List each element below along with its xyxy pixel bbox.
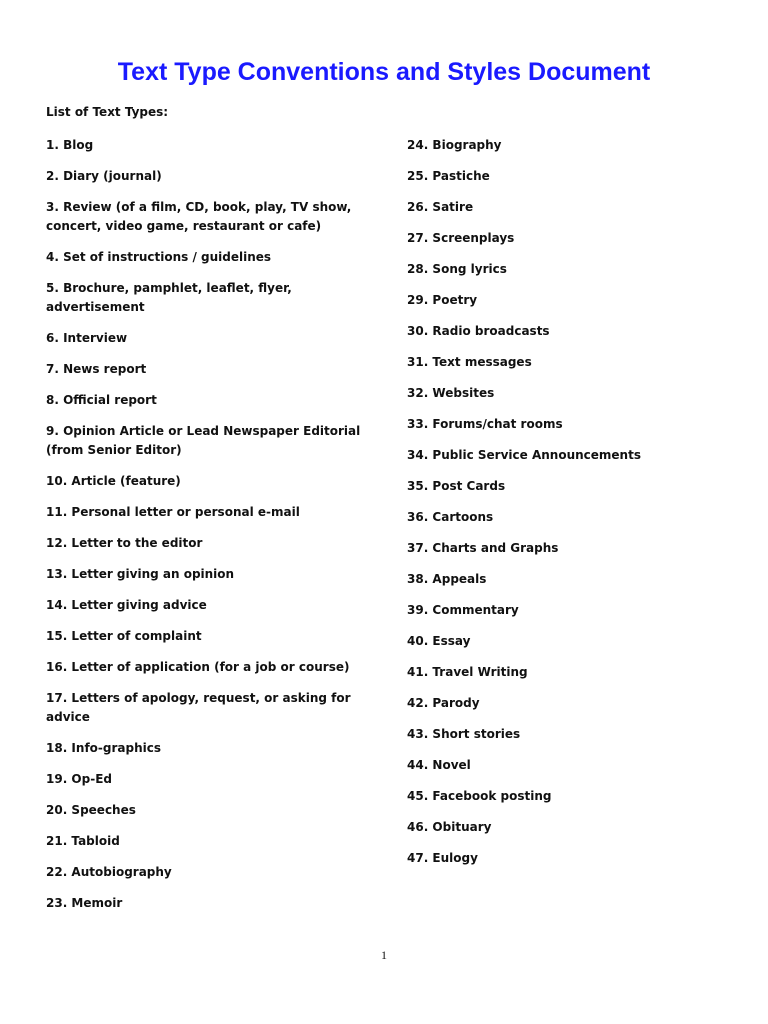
list-item: 24. Biography — [407, 138, 502, 152]
list-item: 18. Info-graphics — [46, 741, 161, 755]
page-number: 1 — [381, 948, 387, 962]
list-item: 2. Diary (journal) — [46, 169, 162, 183]
text-type-list-left — [46, 136, 366, 925]
list-item: 33. Forums/chat rooms — [407, 417, 563, 431]
list-item: 29. Poetry — [407, 293, 478, 307]
list-item: 26. Satire — [407, 200, 474, 214]
list-item: 38. Appeals — [407, 572, 487, 586]
list-item: 14. Letter giving advice — [46, 598, 207, 612]
list-item: 47. Eulogy — [407, 851, 478, 865]
list-item: 1. Blog — [46, 138, 94, 152]
list-item: 31. Text messages — [407, 355, 532, 369]
list-item: 42. Parody — [407, 696, 480, 710]
list-item: 45. Facebook posting — [407, 789, 552, 803]
list-item: 34. Public Service Announcements — [407, 448, 641, 462]
list-item: 43. Short stories — [407, 727, 521, 741]
list-item: 22. Autobiography — [46, 865, 172, 879]
list-item: 15. Letter of complaint — [46, 629, 202, 643]
list-item: 19. Op-Ed — [46, 772, 112, 786]
list-item: 7. News report — [46, 362, 147, 376]
list-item: 27. Screenplays — [407, 231, 515, 245]
list-item: 12. Letter to the editor — [46, 536, 203, 550]
list-item: 11. Personal letter or personal e-mail — [46, 505, 300, 519]
list-item: 9. Opinion Article or Lead Newspaper Editorial (from Senior Editor) — [46, 424, 361, 457]
list-item: 4. Set of instructions / guidelines — [46, 250, 272, 264]
list-item: 3. Review (of a film, CD, book, play, TV show, concert, video game, restaurant or cafe) — [46, 200, 352, 233]
list-item: 44. Novel — [407, 758, 471, 772]
list-item: 28. Song lyrics — [407, 262, 507, 276]
list-item: 40. Essay — [407, 634, 471, 648]
text-type-list-right — [407, 136, 727, 880]
list-item: 41. Travel Writing — [407, 665, 528, 679]
list-heading: List of Text Types: — [46, 105, 169, 119]
list-item: 13. Letter giving an opinion — [46, 567, 235, 581]
list-item: 20. Speeches — [46, 803, 136, 817]
list-item: 10. Article (feature) — [46, 474, 181, 488]
list-item: 23. Memoir — [46, 896, 123, 910]
list-item: 8. Official report — [46, 393, 157, 407]
list-item: 36. Cartoons — [407, 510, 494, 524]
list-item: 6. Interview — [46, 331, 128, 345]
list-item: 21. Tabloid — [46, 834, 120, 848]
list-item: 46. Obituary — [407, 820, 492, 834]
list-item: 32. Websites — [407, 386, 495, 400]
list-item: 39. Commentary — [407, 603, 519, 617]
list-item: 37. Charts and Graphs — [407, 541, 559, 555]
list-item: 25. Pastiche — [407, 169, 490, 183]
list-item: 17. Letters of apology, request, or asking for advice — [46, 691, 351, 724]
list-item: 5. Brochure, pamphlet, leaflet, flyer, advertisement — [46, 281, 292, 314]
list-item: 35. Post Cards — [407, 479, 506, 493]
list-item: 16. Letter of application (for a job or course) — [46, 660, 350, 674]
document-title: Text Type Conventions and Styles Document — [117, 58, 651, 86]
list-item: 30. Radio broadcasts — [407, 324, 550, 338]
